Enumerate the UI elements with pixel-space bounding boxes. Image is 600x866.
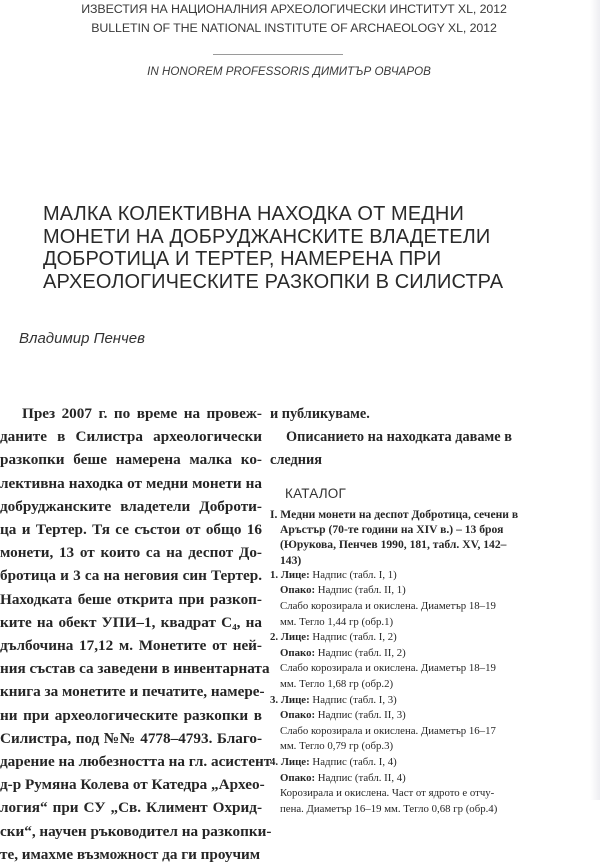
journal-title-en: BULLETIN OF THE NATIONAL INSTITUTE OF ARCHAEOLOGY XL, 2012	[91, 21, 497, 35]
body-line: даните в Силистра археологически	[0, 428, 262, 446]
body-line: Находката беше открита при разкоп-	[0, 590, 262, 608]
catalog-group-line: (Юрукова, Пенчев 1990, 181, табл. XV, 142–	[280, 538, 507, 552]
article-title	[43, 203, 573, 293]
paragraph-line: следния	[270, 452, 322, 468]
obverse-text: Надпис (табл. I, 3)	[312, 693, 397, 706]
body-line: д-р Румяна Колева от Катедра „Архео-	[0, 776, 265, 794]
header-divider	[213, 54, 343, 55]
item-description: мм. Тегло 1,68 гр (обр.2)	[280, 677, 394, 690]
reverse-label: Опако:	[280, 709, 316, 722]
article-author: Владимир Пенчев	[19, 330, 145, 347]
body-line: Силистра, под №№ 4778–4793. Благо-	[0, 729, 262, 747]
body-column-right	[270, 403, 580, 817]
running-header	[0, 2, 600, 79]
body-line: ца и Тертер. Тя се състои от общо 16	[0, 521, 262, 539]
obverse-text: Надпис (табл. I, 2)	[312, 631, 397, 644]
reverse-text: Надпис (табл. II, 3)	[317, 709, 406, 722]
body-line: бротица и 3 са на неговия син Тертер.	[0, 567, 262, 585]
catalog-item	[270, 630, 580, 692]
reverse-label: Опако:	[280, 771, 316, 784]
obverse-text: Надпис (табл. I, 1)	[312, 568, 397, 581]
body-line: логия“ при СУ „Св. Климент Охрид-	[0, 799, 262, 817]
reverse-text: Надпис (табл. II, 2)	[317, 646, 406, 659]
item-number: 4.	[270, 755, 279, 768]
item-description: мм. Тегло 0,79 гр (обр.3)	[280, 740, 394, 753]
obverse-label: Лице:	[280, 631, 310, 644]
catalog-item	[270, 755, 580, 817]
item-description: Слабо корозирала и окислена. Диаметър 18–19	[280, 600, 496, 612]
honorem-dedication: IN HONOREM PROFESSORIS ДИМИТЪР ОВЧАРОВ	[147, 65, 431, 78]
paragraph-line: Описанието на находката даваме в	[286, 429, 512, 445]
item-number: 3.	[270, 693, 279, 706]
body-line: те, имахме възможност да ги проучим	[0, 845, 261, 863]
catalog-group-line: 143)	[280, 553, 302, 567]
reverse-text: Надпис (табл. II, 4)	[317, 771, 406, 784]
catalog-item	[270, 693, 580, 755]
title-line: МАЛКА КОЛЕКТИВНА НАХОДКА ОТ МЕДНИ	[43, 203, 464, 225]
body-line: лективна находка от медни монети на	[0, 474, 262, 492]
body-line: ния състав са заведени в инвентарната	[0, 660, 270, 678]
body-line: дарение на любезността на гл. асистент	[0, 753, 272, 771]
reverse-label: Опако:	[280, 646, 316, 659]
catalog-item	[270, 568, 580, 630]
journal-title-bg: ИЗВЕСТИЯ НА НАЦИОНАЛНИЯ АРХЕОЛОГИЧЕСКИ ИНСТИТУТ XL, 2012	[81, 2, 507, 16]
body-line: книга за монетите и печатите, намере-	[0, 683, 265, 701]
body-line: ките на обект УПИ–1, квадрат С₄, на	[0, 613, 262, 631]
item-description: Корозирала и окислена. Част от ядрото е отчу-	[280, 787, 495, 800]
item-number: 2.	[270, 631, 279, 644]
obverse-label: Лице:	[280, 755, 310, 768]
page-edge-shadow	[590, 0, 600, 800]
item-description: мм. Тегло 1,44 гр (обр.1)	[280, 615, 394, 628]
reverse-text: Надпис (табл. II, 1)	[317, 584, 406, 597]
body-line: ски“, научен ръководител на разкопки-	[0, 822, 272, 840]
body-line: разкопки беше намерена малка ко-	[0, 451, 262, 469]
body-column-left	[0, 402, 272, 866]
item-number: 1.	[270, 568, 279, 581]
obverse-text: Надпис (табл. I, 4)	[312, 755, 397, 768]
item-description: пена. Диаметър 16–19 мм. Тегло 0,68 гр (обр.4)	[280, 802, 498, 815]
body-line: добруджанските владетели Доброти-	[0, 497, 262, 515]
reverse-label: Опако:	[280, 584, 316, 597]
catalog-group-heading	[270, 507, 580, 568]
item-description: Слабо корозирала и окислена. Диаметър 18–19	[280, 662, 496, 675]
obverse-label: Лице:	[280, 693, 310, 706]
paragraph-end: и публикуваме.	[270, 406, 370, 422]
body-line: През 2007 г. по време на провеж-	[22, 405, 262, 422]
item-description: Слабо корозирала и окислена. Диаметър 16–17	[280, 724, 496, 737]
title-line: АРХЕОЛОГИЧЕСКИТЕ РАЗКОПКИ В СИЛИСТРА	[43, 270, 504, 293]
body-line: монети, 13 от които са на деспот До-	[0, 544, 262, 562]
catalog-group-line: Аръстър (70-те години на XIV в.) – 13 броя	[280, 523, 504, 537]
body-line: дълбочина 17,12 м. Монетите от ней-	[0, 637, 262, 655]
body-line: ни при археологическите разкопки в	[0, 706, 262, 724]
title-line: МОНЕТИ НА ДОБРУДЖАНСКИТЕ ВЛАДЕТЕЛИ	[43, 225, 491, 248]
obverse-label: Лице:	[280, 568, 310, 581]
catalog-group-line: I. Медни монети на деспот Добротица, сечени в	[270, 508, 519, 521]
title-line: ДОБРОТИЦА И ТЕРТЕР, НАМЕРЕНА ПРИ	[43, 248, 442, 270]
catalog-heading: КАТАЛОГ	[285, 486, 346, 501]
